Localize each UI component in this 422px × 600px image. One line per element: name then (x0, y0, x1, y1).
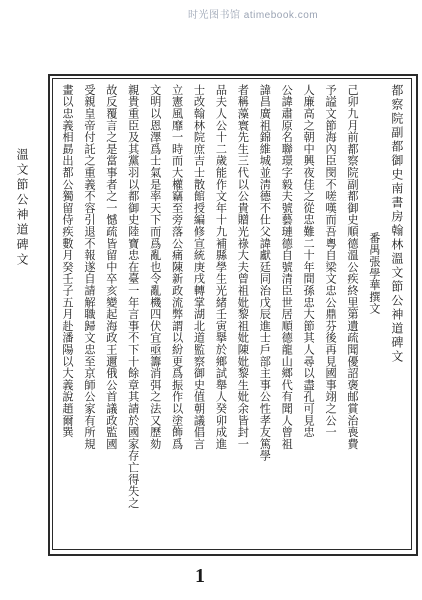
text-column: 士改翰林院庶吉士散館授編修宣統庚戌轉掌湖北道監察御史值朝議倡言 (192, 84, 206, 450)
text-columns (58, 84, 406, 544)
text-column: 文明以恩澤爲士氣是率天下而爲亂也令亂機四伏宜亟籌消弭之法又歷劾 (148, 84, 162, 450)
watermark: 时光图书馆 atimebook.com (188, 10, 319, 21)
text-column: 公諱肅原名聯璟字毅夫號藝璉德自號清臣世居順德龍山鄉代有聞人曾祖 (280, 84, 294, 450)
page-number: 1 (195, 565, 205, 587)
text-column: 者稱藻寰先生三代以公貴贈光祿大夫曾祖妣黎祖妣陳妣黎生妣余皆封一 (236, 84, 250, 450)
text-column: 親貴重臣及其黨羽以都御史陸寶忠在臺一年言事不下十餘章其請於國家存亡得失之 (126, 84, 140, 509)
text-column: 畫以忠義相勗出都公獨留侍疾數月癸壬子五月赴潘陽以大義說趙爾巽 (61, 84, 74, 438)
text-column: 受親皇帝付託之重義不容引退不報遂自請解職歸文忠至京師公家有所規 (82, 84, 96, 450)
text-column: 人廉高之朝中興夜佳之從忠難二十年間孫忠大節其人尋以盡孔可見忠 (302, 84, 316, 438)
running-head: 溫文節公神道碑文 (15, 148, 29, 268)
text-column: 予謚文節海內臣閔不嗟嘆而吾粵自梁文忠公鼎芬後再見國事翊之公一 (324, 84, 338, 438)
document-author: 番禺張學華撰文 (367, 232, 381, 315)
text-column: 品夫人公十二歲能作文年十九補縣學生光緒壬寅擧於鄉試舉人癸卯成進 (214, 84, 228, 450)
text-column: 故反覆言之是當事者之一憾疏皆留中卒亥變起海政王邇俄公首議政監國 (104, 84, 118, 450)
text-column: 立憲風靡一時而大權竊至旁落公痛陳新政流弊謂以紛更爲振作以塗飾爲 (170, 84, 184, 450)
text-column: 己卯九月前都察院副都御史順德溫公疾終里第遺疏聞優詔褒邮賞治喪費 (345, 84, 359, 450)
document-title: 都察院副都御史南書房翰林溫文節公神道碑文 (389, 84, 404, 364)
text-column: 諱昌廣祖錦維城並淸德不仕父諱獻廷同治戊辰進士戶部主事公性孝友篤學 (258, 84, 272, 462)
